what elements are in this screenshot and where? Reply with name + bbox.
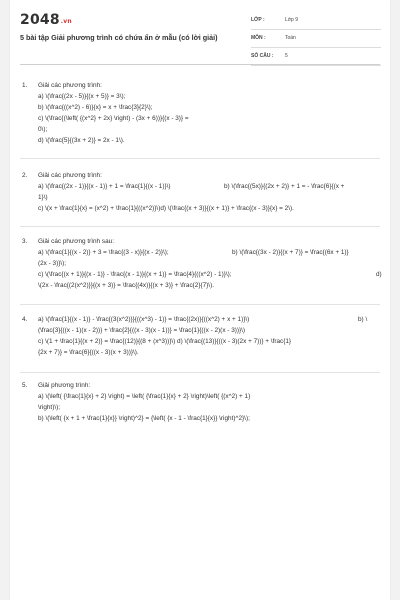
exercise-line: \(2x - \frac{(2(x^2)}}{(x + 3)} = \frac{(4x)}{(x + 3)} + \frac{2}{7}\). <box>38 282 214 289</box>
exercise-line: c) \(x + \frac{1}{x} = (x^2) + \frac{1}{((x^2)}\)d) \(\frac{(x + 3)}{(x + 1)} + \frac{(x - 3)}{x} = 2\). <box>38 205 294 212</box>
exercise-line: 0\); <box>38 126 48 133</box>
header-divider <box>20 64 380 65</box>
exercise-content <box>38 236 378 291</box>
site-logo[interactable] <box>20 12 72 28</box>
exercise-content <box>38 170 378 214</box>
section-divider <box>20 372 380 373</box>
exercise-line: a) \(\frac{(2x - 1)}{(x - 1)} + 1 = \frac{1}{(x - 1)}\) <box>38 183 171 190</box>
exercise-line: a) \(\left( {\frac{1}{x} + 2} \right) = \left( {\frac{1}{x} + 2} \right)\left( {(x^2) + 1} <box>38 393 251 400</box>
exercise-number: 5. <box>22 382 28 389</box>
exercise-number: 4. <box>22 316 28 323</box>
meta-value: 5 <box>285 53 288 59</box>
document-meta <box>251 12 381 66</box>
exercise-content <box>38 380 378 424</box>
meta-label: SỐ CÂU : <box>251 53 274 59</box>
exercise-part-b: b) \(\frac{(3x - 2)}{(x + 7)} = \frac{(6x + 1)} <box>232 249 349 256</box>
exercise-line: c) \(\frac{(\left( {(x^2} + 2x} \right) - (3x + 6))}{(x - 3)} = <box>38 115 189 122</box>
logo-text: 2048 <box>20 12 60 28</box>
exercise-line: Giải các phương trình sau: <box>38 238 114 245</box>
exercise-line: a) \(\frac{1}{(x - 1)} - \frac{(3(x^2)}}{((x^3) - 1)} = \frac{(2x)}{((x^2) + x + 1)}\) <box>38 316 250 323</box>
exercise-part-b: b) \ <box>358 316 368 323</box>
section-divider <box>20 226 380 227</box>
exercise-line: c) \(\frac{(x + 1)}{(x - 1)} - \frac{(x - 1)}{(x + 1)} = \frac{4}{((x^2) - 1)}\); <box>38 271 232 278</box>
meta-value: Toán <box>285 35 296 41</box>
exercise-content <box>38 80 378 146</box>
exercise-line: Giải các phương trình: <box>38 82 102 89</box>
exercise-line: c) \(1 + \frac{1}{(x + 2)} = \frac{(12)}{(8 + (x^3))}\) d) \(\frac{(13)}{((x - 3)(2x + 7))} + \frac{1} <box>38 338 292 345</box>
exercise-line: b) \(\left( {x + 1 + \frac{1}{x}} \right)^2} = {\left( {x - 1 - \frac{1}{x}} \right)^2}\); <box>38 415 250 422</box>
exercise-line: a) \(\frac{1}{(x - 2)} + 3 = \frac{(3 - x)}{(x - 2)}\); <box>38 249 169 256</box>
exercise-part-b: b) \(\frac{(5x)}{(2x + 2)} + 1 = - \frac{6}{(x + <box>224 183 345 190</box>
meta-row-class <box>251 12 381 30</box>
page-title: 5 bài tập Giải phương trình có chứa ẩn ở mẫu (có lời giải) <box>20 33 218 42</box>
exercise-number: 3. <box>22 238 28 245</box>
exercise-line: \right)\); <box>38 404 61 411</box>
section-divider <box>20 304 380 305</box>
exercise-line: d) \(\frac{5}{(3x + 2)} = 2x - 1\). <box>38 137 125 144</box>
exercise-line: 1}\) <box>38 194 48 201</box>
exercise-line: Giải phương trình: <box>38 382 91 389</box>
exercise-line: (2x - 3)}\); <box>38 260 67 267</box>
meta-value: Lớp 9 <box>285 17 299 23</box>
exercise-content <box>38 314 378 358</box>
exercise-number: 2. <box>22 172 28 179</box>
exercise-line: b) \(\frac{((x^2) - 6)}{x} = x + \frac{3}{2}\); <box>38 104 153 111</box>
exercise-number: 1. <box>22 82 28 89</box>
exercise-line: (\frac{3}{((x - 1)(x - 2))} + \frac{2}{((x - 3)(x - 1))} = \frac{1}{((x - 2)(x - 3))}\) <box>38 327 246 334</box>
exercise-line: Giải các phương trình: <box>38 172 102 179</box>
exercise-line: a) \(\frac{(2x - 5)}{(x + 5)} = 3\); <box>38 93 126 100</box>
meta-label: LỚP : <box>251 17 265 23</box>
logo-suffix: .vn <box>60 18 72 25</box>
meta-row-subject <box>251 30 381 48</box>
exercise-part-d: d) <box>376 271 382 278</box>
document-page <box>10 0 390 600</box>
meta-label: MÔN : <box>251 35 266 41</box>
exercise-line: {2x + 7)} = \frac{6}{((x - 3)(x + 3))}\). <box>38 349 139 356</box>
section-divider <box>20 158 380 159</box>
document-header <box>10 0 390 62</box>
